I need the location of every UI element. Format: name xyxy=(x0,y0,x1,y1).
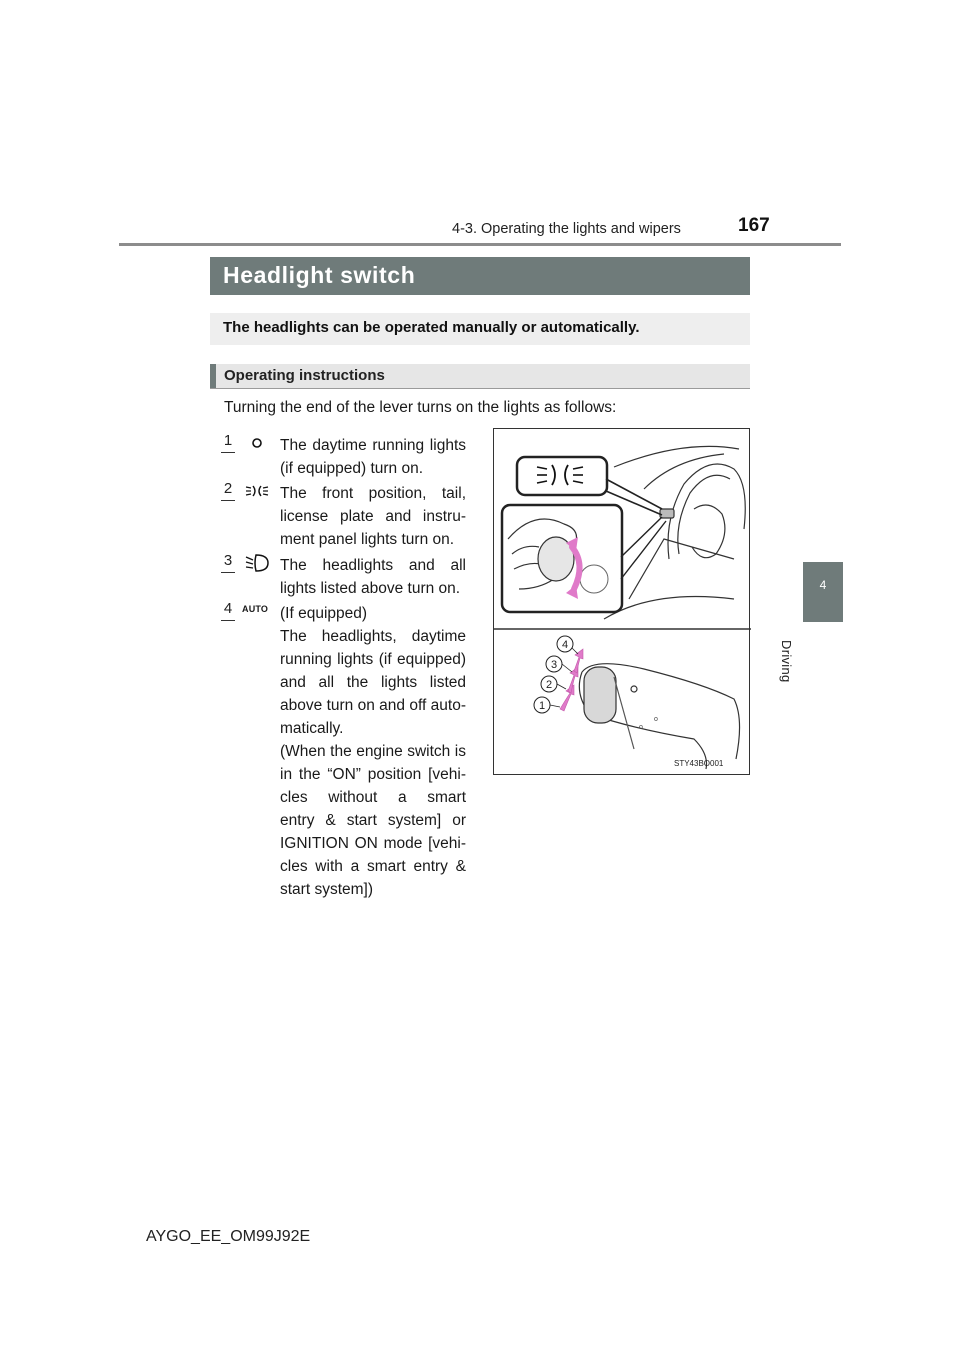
item-description xyxy=(280,554,466,600)
section-title: 4-3. Operating the lights and wipers xyxy=(452,221,681,237)
item-line: in the “ON” position [vehi- xyxy=(280,766,466,783)
item-line: (if equipped) turn on. xyxy=(280,460,424,477)
callout-1: 1 xyxy=(538,700,546,712)
callout-4: 4 xyxy=(561,639,569,651)
subheading-marker xyxy=(210,364,216,389)
item-line: IGNITION ON mode [vehi- xyxy=(280,835,466,852)
chapter-number: 4 xyxy=(819,578,827,592)
header-divider xyxy=(119,243,841,246)
figure-callouts xyxy=(534,636,578,713)
chapter-tab xyxy=(803,562,843,622)
hand-inset xyxy=(502,505,666,612)
subheading-rule xyxy=(210,388,750,389)
item-line: matically. xyxy=(280,720,344,737)
item-line: license plate and instru- xyxy=(280,508,466,525)
item-line: ment panel lights turn on. xyxy=(280,531,455,548)
item-number: 3 xyxy=(221,552,235,573)
item-line: and all the lights listed xyxy=(280,674,466,691)
item-line: cles without a smart xyxy=(280,789,466,806)
item-description xyxy=(280,434,466,480)
item-line: above turn on and off auto- xyxy=(280,697,466,714)
item-line: (If equipped) xyxy=(280,605,368,622)
svg-text:o: o xyxy=(639,724,643,731)
item-line: The front position, tail, xyxy=(280,485,466,502)
callout-2: 2 xyxy=(545,679,553,691)
intro-text: The headlights can be operated manually or automatically. xyxy=(223,319,640,336)
callout-3: 3 xyxy=(550,659,558,671)
page-number: 167 xyxy=(738,215,770,236)
item-line: The daytime running lights xyxy=(280,437,466,454)
document-id: AYGO_EE_OM99J92E xyxy=(146,1228,311,1245)
headlight-icon xyxy=(242,552,272,574)
item-line: The headlights, daytime xyxy=(280,628,466,645)
item-line: lights listed above turn on. xyxy=(280,580,461,597)
item-line: entry & start system] or xyxy=(280,812,466,829)
steering-wheel-drawing xyxy=(604,446,745,619)
lead-text: Turning the end of the lever turns on the lights as follows: xyxy=(224,399,617,416)
item-description xyxy=(280,602,466,901)
figure-code: STY43BO001 xyxy=(674,759,724,768)
position-light-icon xyxy=(242,481,272,503)
item-line: running lights (if equipped) xyxy=(280,651,466,668)
svg-text:o: o xyxy=(654,716,658,723)
item-line: (When the engine switch is xyxy=(280,743,466,760)
page-title: Headlight switch xyxy=(223,262,416,288)
subheading: Operating instructions xyxy=(224,367,385,384)
item-line: cles with a smart entry & xyxy=(280,858,466,875)
item-description xyxy=(280,482,466,551)
lever-drawing xyxy=(579,664,739,769)
auto-icon: AUTO xyxy=(242,604,269,614)
item-line: The headlights and all xyxy=(280,557,466,574)
item-number: 4 xyxy=(221,600,235,621)
chapter-label: Driving xyxy=(779,640,794,683)
item-line: start system]) xyxy=(280,881,374,898)
item-number: 1 xyxy=(221,432,235,453)
drl-icon xyxy=(242,433,272,455)
lever-illustration xyxy=(493,428,750,775)
item-number: 2 xyxy=(221,480,235,501)
